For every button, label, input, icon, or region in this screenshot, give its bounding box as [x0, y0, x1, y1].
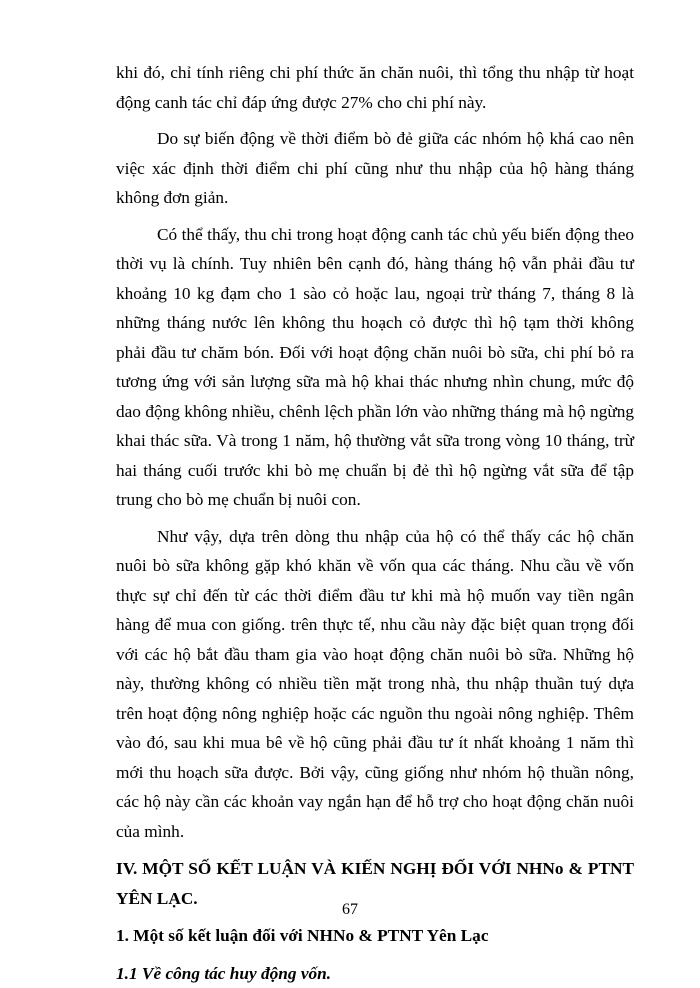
paragraph-capital-needs: Như vậy, dựa trên dòng thu nhập của hộ có thể thấy các hộ chăn nuôi bò sữa không gặp khó khăn về vốn qua các tháng. Nhu cầu về vốn thực sự chỉ đến từ các thời điểm đầu tư khi mà hộ muốn vay tiền ngân hàng để mua con giống. trên thực tế, nhu cầu này đặc biệt quan trọng đối với các hộ bắt đầu tham gia vào hoạt động chăn nuôi bò sữa. Những hộ này, thường không có nhiều tiền mặt trong nhà, thu nhập thuần tuý dựa trên hoạt động nông nghiệp hoặc các nguồn thu ngoài nông nghiệp. Thêm vào đó, sau khi mua bê về hộ cũng phải đầu tư ít nhất khoảng 1 năm thì mới thu hoạch sữa được. Bởi vậy, cũng giống như nhóm hộ thuần nông, các hộ này cần các khoản vay ngắn hạn để hỗ trợ cho hoạt động chăn nuôi của mình. — [116, 522, 634, 847]
paragraph-seasonal-costs: Có thể thấy, thu chi trong hoạt động canh tác chủ yếu biến động theo thời vụ là chính. Tuy nhiên bên cạnh đó, hàng tháng hộ vẫn phải đầu tư khoảng 10 kg đạm cho 1 sào cỏ hoặc lau, ngoại trừ tháng 7, tháng 8 là những tháng nước lên không thu hoạch cỏ được thì hộ tạm thời không phải đầu tư chăm bón. Đối với hoạt động chăn nuôi bò sữa, chi phí bỏ ra tương ứng với sản lượng sữa mà hộ khai thác nhưng nhìn chung, mức độ dao động không nhiều, chênh lệch phần lớn vào những tháng mà hộ ngừng khai thác sữa. Và trong 1 năm, hộ thường vắt sữa trong vòng 10 tháng, trừ hai tháng cuối trước khi bò mẹ chuẩn bị đẻ thì hộ ngừng vắt sữa để tập trung cho bò mẹ chuẩn bị nuôi con. — [116, 220, 634, 515]
document-body — [116, 58, 634, 988]
page-number: 67 — [0, 900, 700, 920]
subsubsection-heading: 1.1 Về công tác huy động vốn. — [116, 959, 634, 988]
section-heading: IV. MỘT SỐ KẾT LUẬN VÀ KIẾN NGHỊ ĐỐI VỚI NHNo & PTNT YÊN LẠC. — [116, 854, 634, 913]
subsection-heading: 1. Một số kết luận đối với NHNo & PTNT Yên Lạc — [116, 921, 634, 951]
paragraph-continuation: khi đó, chỉ tính riêng chi phí thức ăn chăn nuôi, thì tổng thu nhập từ hoạt động canh tác chỉ đáp ứng được 27% cho chi phí này. — [116, 58, 634, 117]
paragraph-cow-calving: Do sự biến động về thời điểm bò đẻ giữa các nhóm hộ khá cao nên việc xác định thời điểm chi phí cũng như thu nhập của hộ hàng tháng không đơn giản. — [116, 124, 634, 213]
